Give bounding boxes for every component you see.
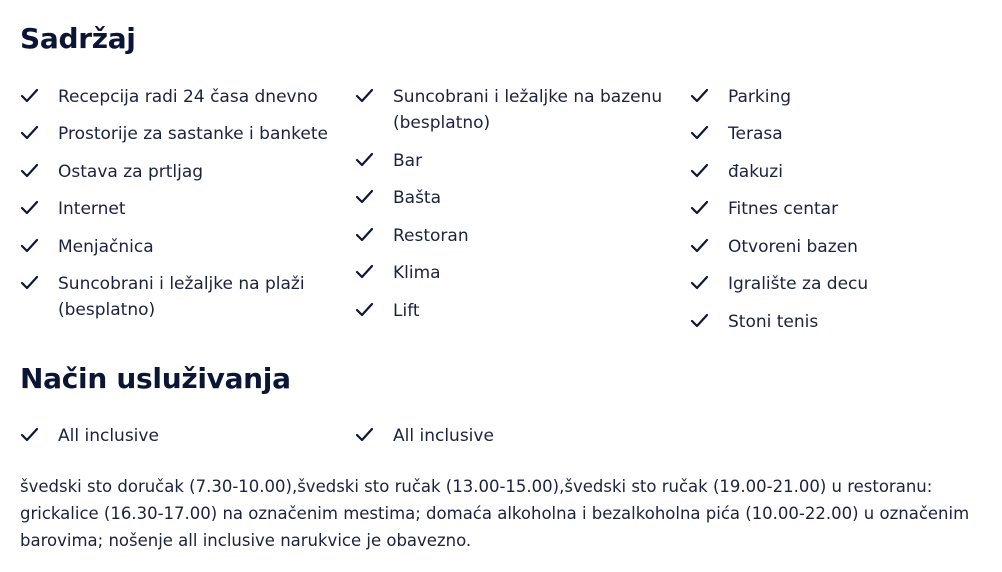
check-icon: [690, 125, 709, 140]
amenity-item: [690, 121, 783, 147]
amenity-label: Terasa: [728, 124, 783, 144]
amenity-label: Bar: [393, 151, 423, 171]
check-icon: [20, 163, 39, 178]
amenity-item: [355, 185, 441, 211]
check-icon: [20, 238, 39, 253]
check-icon: [355, 302, 374, 317]
check-icon: [20, 88, 39, 103]
check-icon: [690, 88, 709, 103]
check-icon: [20, 427, 39, 442]
amenity-label: Klima: [393, 263, 441, 283]
amenity-label: đakuzi: [728, 162, 783, 182]
check-icon: [355, 152, 374, 167]
amenity-item: [355, 84, 662, 136]
check-icon: [355, 427, 374, 442]
check-icon: [20, 125, 39, 140]
check-icon: [355, 227, 374, 242]
service-description: švedski sto doručak (7.30-10.00),švedski sto ručak (13.00-15.00),švedski sto ručak (19.00-21.00) u restoranu: grickalice (16.30-17.00) na označenim mestima; domaća alkoholna i bezalkoholna pića (10.00-22.00) u označenim barovima; nošenje all inclusive narukvice je obavezno.: [20, 477, 970, 550]
check-icon: [20, 275, 39, 290]
amenity-label: Stoni tenis: [728, 312, 819, 332]
amenity-item: [690, 84, 791, 110]
amenity-label: Otvoreni bazen: [728, 237, 858, 257]
check-icon: [690, 275, 709, 290]
check-icon: [355, 88, 374, 103]
amenity-item: [20, 84, 318, 110]
amenity-label: Igralište za decu: [728, 274, 869, 294]
amenity-item: [690, 159, 783, 185]
amenity-item: [355, 260, 441, 286]
amenity-item: [355, 148, 422, 174]
service-label: All inclusive: [393, 426, 494, 446]
check-icon: [355, 264, 374, 279]
amenity-item: [690, 309, 818, 335]
amenity-label: Parking: [728, 87, 792, 107]
check-icon: [690, 163, 709, 178]
check-icon: [20, 200, 39, 215]
amenity-label: Suncobrani i ležaljke na plaži (besplatno): [58, 274, 305, 320]
amenity-item: [690, 234, 858, 260]
amenity-label: Suncobrani i ležaljke na bazenu (besplatno): [393, 87, 663, 133]
check-icon: [355, 189, 374, 204]
check-icon: [690, 238, 709, 253]
section-title-nacin-usluzivanja: Način usluživanja: [20, 362, 291, 395]
amenity-item: [20, 121, 328, 147]
amenity-label: Fitnes centar: [728, 199, 839, 219]
amenity-item: [355, 298, 420, 324]
amenity-label: Recepcija radi 24 časa dnevno: [58, 87, 318, 107]
service-item: [20, 423, 159, 449]
service-item: [355, 423, 494, 449]
amenity-item: [690, 271, 868, 297]
amenity-label: Menjačnica: [58, 237, 154, 257]
amenity-label: Bašta: [393, 188, 442, 208]
amenity-item: [690, 196, 838, 222]
section-title-sadrzaj: Sadržaj: [20, 22, 136, 55]
amenity-item: [20, 271, 305, 323]
amenity-item: [20, 196, 126, 222]
amenity-item: [20, 234, 154, 260]
amenity-item: [20, 159, 203, 185]
amenity-label: Ostava za prtljag: [58, 162, 204, 182]
amenity-label: Prostorije za sastanke i bankete: [58, 124, 328, 144]
check-icon: [690, 313, 709, 328]
amenity-item: [355, 223, 469, 249]
check-icon: [690, 200, 709, 215]
amenity-label: Restoran: [393, 226, 469, 246]
service-label: All inclusive: [58, 426, 159, 446]
amenity-label: Lift: [393, 301, 420, 321]
amenity-label: Internet: [58, 199, 126, 219]
